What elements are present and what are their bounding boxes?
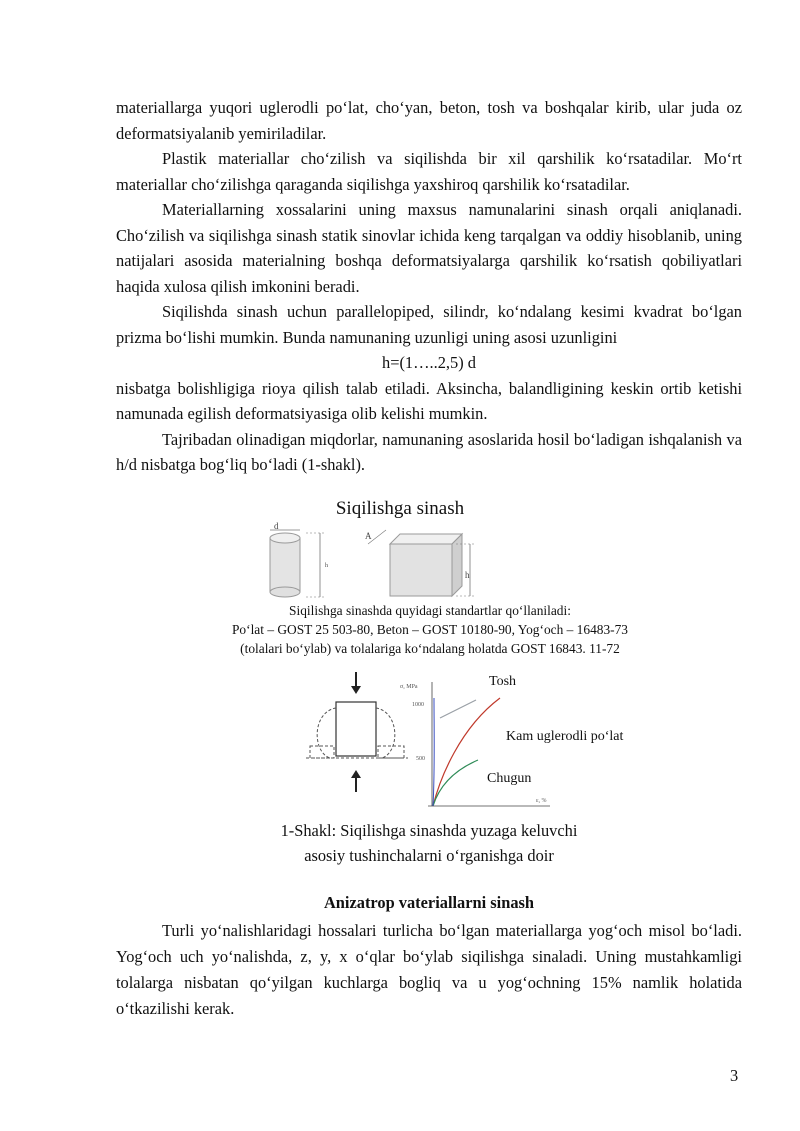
label-kam-uglerodli: Kam uglerodli po‘lat [506,729,624,744]
paragraph-3: Materiallarning xossalarini uning maxsus namunalarini sinash orqali aniqlanadi. Cho‘zilish va siqilishga sinash statik sinovlar ichida keng tarqalgan va oddiy hisoblanib, uning natijalari asosida materialning boshqa deformatsiyalarga qarshilik ko‘rsatish qobiliyatlari haqida xulosa qilish imkonini beradi. [116,200,742,296]
standards-line-2: Po‘lat – GOST 25 503-80, Beton – GOST 10180-90, Yog‘och – 16483-73 [231,622,629,637]
y-tick-500: 500 [416,756,425,762]
arrow-down-icon [351,686,361,694]
section-body [116,918,742,1022]
y-axis-label: σ, MPa [400,684,418,690]
body-text [116,95,742,478]
paragraph-2: Plastik materiallar cho‘zilish va siqilishda bir xil qarshilik ko‘rsatadilar. Mo‘rt materiallar cho‘zilishga qaraganda siqilishga yaxshiroq qarshilik ko‘rsatadilar. [116,149,742,194]
standards-note [150,601,710,658]
standards-line-1: Siqilishga sinashda quyidagi standartlar qo‘llaniladi: [289,603,571,618]
series-tosh-line [440,700,476,718]
figure-caption [0,818,800,868]
label-d: d [274,522,279,531]
paragraph-4: Siqilishda sinash uchun parallelopiped, silindr, ko‘ndalang kesimi kvadrat bo‘lgan prizma bo‘lishi mumkin. Bunda namunaning uzunligi uning asosi uzunligini [116,302,742,347]
x-axis-label: ε, % [536,798,547,804]
cube-sample [368,530,474,596]
elastic-line [433,698,434,806]
paragraph-5: nisbatga bolishligiga rioya qilish talab etiladi. Aksincha, balandligining keskin ortib ketishi namunada egilish deformatsiyasiga olib kelishi mumkin. [116,378,742,423]
paragraph-6: Tajribadan olinadigan miqdorlar, namunaning asoslarida hosil bo‘ladigan ishqalanish va h/d nisbatga bog‘liq bo‘ladi (1-shakl). [116,429,742,474]
y-tick-1000: 1000 [412,702,424,708]
standards-line-3: (tolalari bo‘ylab) va tolalariga ko‘ndalang holatda GOST 16843. 11-72 [240,641,620,656]
paragraph-1: materiallarga yuqori uglerodli po‘lat, cho‘yan, beton, tosh va boshqalar kirib, ular juda oz deformatsiyalanib yemiriladilar. [116,98,742,143]
caption-line-1: 1-Shakl: Siqilishga sinashda yuzaga keluvchi [280,821,578,840]
label-chugun: Chugun [487,771,532,786]
section-paragraph: Turli yo‘nalishlaridagi hossalari turlicha bo‘lgan materiallarga yog‘och misol bo‘ladi. Yog‘och uch yo‘nalishda, z, y, x o‘qlar bo‘ylab siqilishga sinaladi. Uning mustahkamligi tolalarga nisbatan qo‘yilgan kuchlarga bogliq va u yog‘ochning 15% namlik holatida o‘tkazilishi kerak. [116,921,742,1018]
caption-line-2: asosiy tushinchalarni o‘rganishga doir [304,846,554,865]
page-number: 3 [730,1066,739,1085]
sample-shapes [262,522,492,600]
label-a: A [365,531,372,541]
section-heading: Anizatrop vateriallarni sinash [323,893,535,912]
series-kam-line [433,698,500,806]
formula: h=(1…..2,5) d [382,353,476,372]
arrow-up-icon [351,770,361,778]
cylinder-sample [270,530,324,597]
label-h2: h [465,570,470,580]
label-h1: h [325,563,328,569]
label-tosh: Tosh [489,674,517,689]
specimen-sketch [306,672,408,792]
figure-title: Siqilishga sinash [335,498,465,519]
